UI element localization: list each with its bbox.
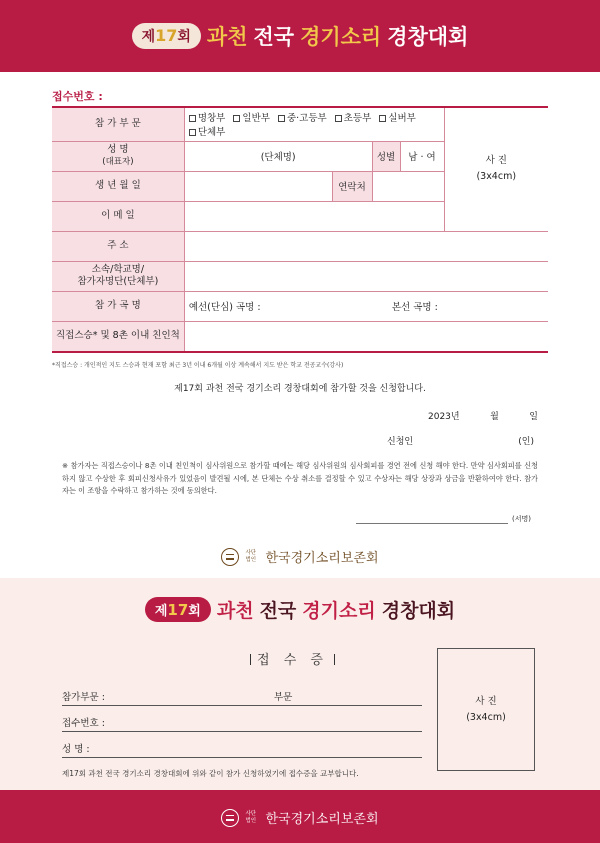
affiliation-field[interactable] (184, 261, 548, 291)
address-field[interactable] (184, 231, 548, 261)
email-field[interactable] (184, 201, 444, 231)
org-name: 한국경기소리보존회 (265, 551, 379, 566)
event-title (132, 21, 469, 51)
checkbox-icon[interactable] (233, 115, 240, 122)
org-type: 사단 법인 (245, 811, 257, 824)
checkbox-icon[interactable] (278, 115, 285, 122)
edition-pill: 제17회 (132, 23, 201, 49)
date-month: 월 (490, 412, 499, 422)
photo-box[interactable]: 사 진 (3x4cm) (444, 107, 548, 231)
date-line (428, 409, 538, 422)
affiliation-label: 소속/학교명/ 참가자명단(단체부) (52, 261, 184, 291)
seal-icon (221, 809, 239, 827)
song-label: 참 가 곡 명 (52, 291, 184, 321)
checkbox-icon[interactable] (335, 115, 342, 122)
signature-label: (서명) (512, 515, 531, 523)
stub-title-gyeonggi: 경기소리 (302, 600, 376, 622)
footer-organization-logo (0, 808, 600, 827)
contact-field[interactable] (372, 171, 444, 201)
title-gwacheon: 과천 (206, 25, 248, 49)
receipt-number-label: 접수번호 : (52, 90, 103, 103)
title-gyeonggi: 경기소리 (300, 25, 382, 49)
checkbox-icon[interactable] (189, 115, 196, 122)
category-option[interactable]: 단체부 (189, 124, 226, 138)
signature-line[interactable] (356, 518, 508, 524)
stub-category-line[interactable]: 참가부문 : 부문 (62, 689, 422, 706)
title-contest: 경창대회 (387, 25, 469, 49)
final-song-label: 본선 곡명 : (391, 302, 438, 313)
stub-name-line[interactable]: 성 명 : (62, 741, 422, 758)
org-type: 사단 법인 (245, 550, 257, 563)
birth-field[interactable] (184, 171, 332, 201)
contact-label: 연락처 (332, 171, 372, 201)
category-option[interactable]: 실버부 (379, 110, 416, 124)
category-option[interactable]: 일반부 (233, 110, 270, 124)
stub-edition-pill: 제17회 (145, 597, 211, 622)
prelim-song-label: 예선(단심) 곡명 : (188, 302, 261, 313)
recusal-notice: ※ 참가자는 직접스승이나 8촌 이내 친인척이 심사위원으로 참가할 때에는 해당 심사위원의 심사회피를 경연 전에 신청 해야 한다. 만약 심사회피를 신청하지 않고 수상한 후 회피신청사유가 있었음이 발견될 시에, 본 단체는 수상 취소를 결정할 수 있고 수상자는 해당 상장과 상금을 반환하여야 한다. 참가자는 이 조항을 수락하고 참가하는 것에 동의한다. (62, 461, 538, 496)
checkbox-icon[interactable] (379, 115, 386, 122)
category-option[interactable]: 초등부 (335, 110, 372, 124)
category-options (184, 107, 444, 141)
name-field[interactable]: (단체명) (184, 141, 372, 171)
teacher-field[interactable] (184, 321, 548, 352)
name-label: 성 명 (대표자) (52, 141, 184, 171)
organization-logo (0, 547, 600, 566)
birth-label: 생 년 월 일 (52, 171, 184, 201)
stub-event-title (0, 596, 600, 623)
category-label: 참 가 부 문 (52, 107, 184, 141)
application-statement: 제17회 과천 전국 경기소리 경창대회에 참가할 것을 신청합니다. (174, 384, 426, 394)
date-year: 2023년 (428, 412, 460, 422)
stub-heading: 접 수 증 (244, 649, 341, 668)
category-option[interactable]: 명창부 (189, 110, 226, 124)
song-field[interactable] (184, 291, 548, 321)
applicant-line (387, 434, 534, 447)
date-day: 일 (529, 412, 538, 422)
stub-title-gwacheon: 과천 (216, 600, 254, 622)
top-banner (0, 0, 600, 72)
title-national: 전국 (253, 25, 295, 49)
stub-title-contest: 경창대회 (381, 600, 456, 622)
address-label: 주 소 (52, 231, 184, 261)
applicant-seal: (인) (518, 437, 534, 447)
gender-field[interactable]: 남 · 여 (400, 141, 444, 171)
seal-icon (221, 548, 239, 566)
applicant-label: 신청인 (387, 437, 414, 447)
gender-label: 성별 (372, 141, 400, 171)
category-option[interactable]: 중·고등부 (278, 110, 327, 124)
application-form (52, 106, 548, 353)
email-label: 이 메 일 (52, 201, 184, 231)
org-name: 한국경기소리보존회 (265, 812, 379, 827)
stub-receipt-line[interactable]: 접수번호 : (62, 715, 422, 732)
teacher-footnote: *직접스승 : 개인적인 지도 스승과 현재 포함 최근 3년 이내 6개월 이상 계속해서 지도 받은 학교 전공교수(강사) (52, 362, 344, 369)
stub-note: 제17회 과천 전국 경기소리 경창대회에 위와 같이 참가 신청하였기에 접수증을 교부합니다. (62, 769, 359, 778)
teacher-label: 직접스승* 및 8촌 이내 친인척 (52, 321, 184, 352)
stub-title-national: 전국 (259, 600, 297, 622)
stub-photo-box[interactable]: 사 진 (3x4cm) (437, 648, 535, 771)
stub-category-suffix: 부문 (274, 692, 293, 703)
checkbox-icon[interactable] (189, 129, 196, 136)
